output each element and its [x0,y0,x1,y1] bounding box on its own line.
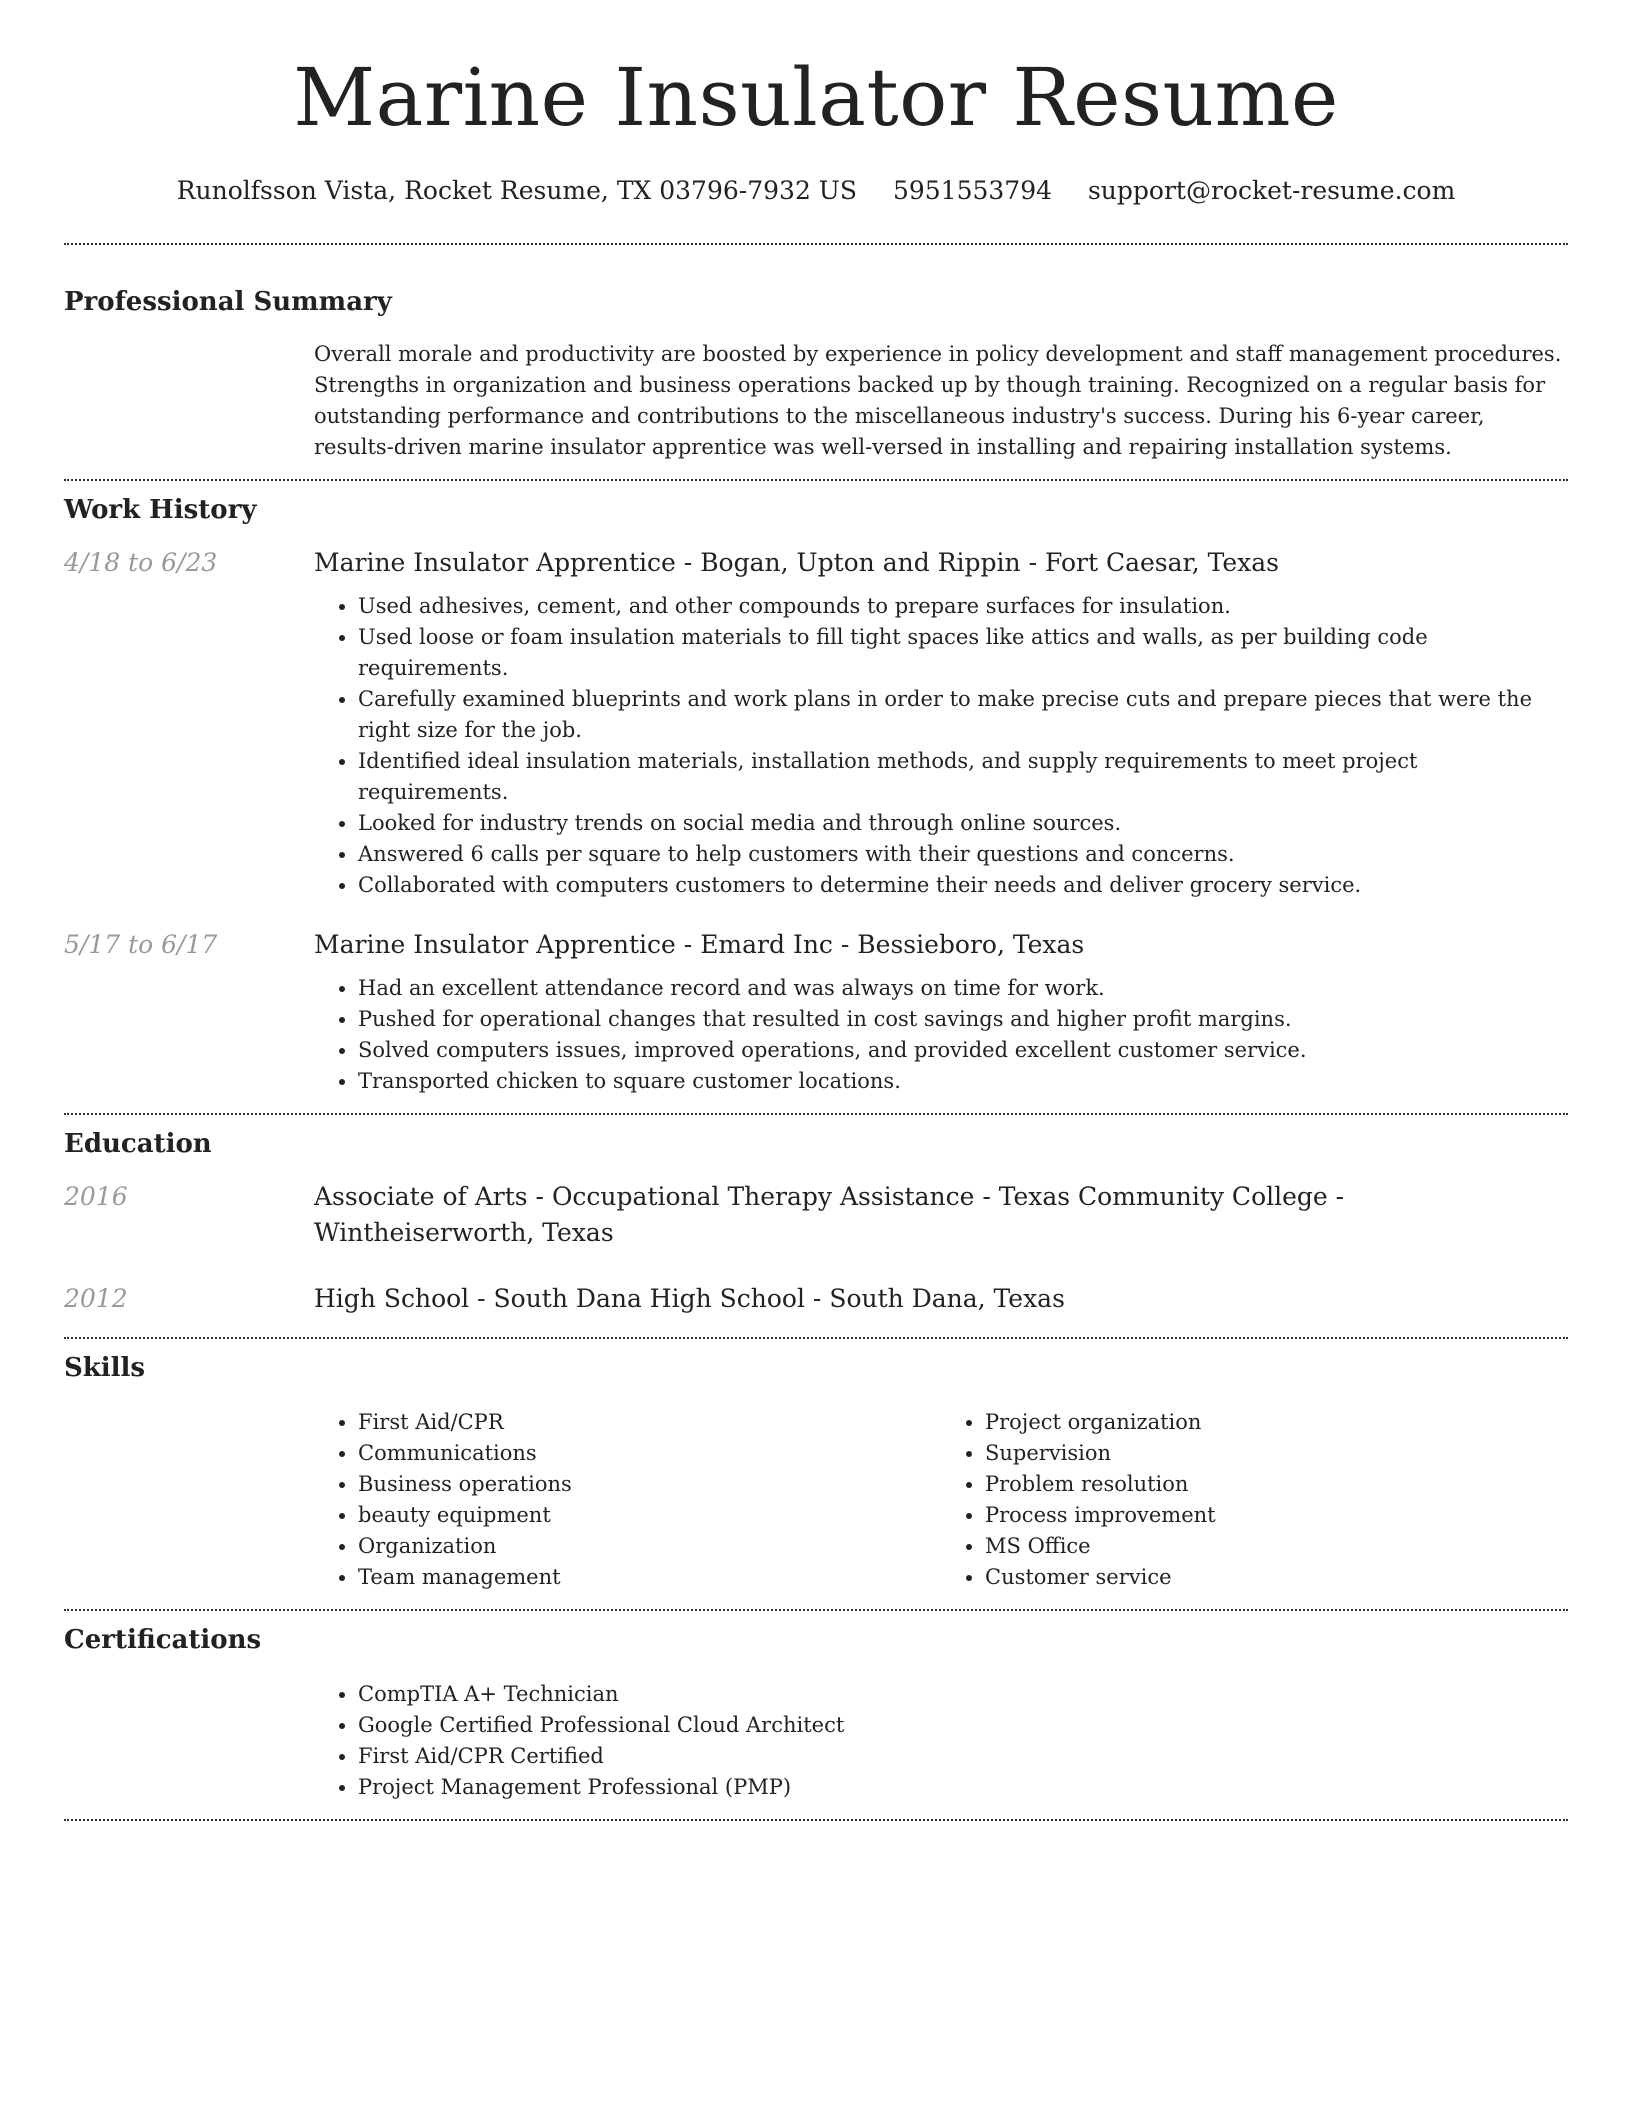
job-entry [64,545,1568,901]
divider [64,1819,1568,1821]
job-dates: 5/17 to 6/17 [64,930,218,959]
list-item: • Carefully examined blueprints and work plans in order to make precise cuts and prepare pieces that were the right size for the job. [358,684,1568,746]
divider [64,243,1568,245]
job-company: Bogan, Upton and Rippin [700,548,1021,577]
list-item: • MS Office [985,1531,1568,1562]
education-degree: Associate of Arts [314,1182,528,1211]
job-title: Marine Insulator Apprentice [314,930,676,959]
list-item: • CompTIA A+ Technician [358,1679,1568,1710]
section-title-certifications: Certifications [64,1625,262,1655]
certifications-list [314,1679,1568,1803]
job-heading: Marine Insulator Apprentice - Bogan, Upton and Rippin - Fort Caesar, Texas [314,548,1279,577]
list-item: • First Aid/CPR [358,1407,941,1438]
list-item: • Customer service [985,1562,1568,1593]
list-item: • Used loose or foam insulation materials to fill tight spaces like attics and walls, as per building code requirements. [358,622,1568,684]
contact-line [64,178,1568,203]
divider [64,1609,1568,1611]
section-title-work-history: Work History [64,495,257,525]
section-title-summary: Professional Summary [64,287,392,317]
education-heading: Associate of Arts - Occupational Therapy Assistance - Texas Community College - Wintheiserworth, Texas [314,1182,1345,1247]
divider [64,479,1568,481]
resume-title: Marine Insulator Resume [293,51,1339,144]
list-item: • Collaborated with computers customers to determine their needs and deliver grocery service. [358,870,1568,901]
education-location: South Dana, Texas [829,1284,1065,1313]
section-title-skills: Skills [64,1353,146,1383]
list-item: • First Aid/CPR Certified [358,1741,1568,1772]
list-item: • Supervision [985,1438,1568,1469]
job-entry [64,927,1568,1097]
list-item: • Process improvement [985,1500,1568,1531]
list-item: • Business operations [358,1469,941,1500]
contact-email: support@rocket-resume.com [1087,176,1456,205]
education-year: 2012 [64,1284,128,1313]
education-location: Wintheiserworth, Texas [314,1218,614,1247]
skills-list-left [314,1407,941,1593]
job-heading: Marine Insulator Apprentice - Emard Inc - Bessieboro, Texas [314,930,1085,959]
contact-phone: 5951553794 [892,176,1053,205]
list-item: • Answered 6 calls per square to help customers with their questions and concerns. [358,839,1568,870]
list-item: • Solved computers issues, improved operations, and provided excellent customer service. [358,1035,1568,1066]
list-item: • Pushed for operational changes that resulted in cost savings and higher profit margins. [358,1004,1568,1035]
list-item: • Team management [358,1562,941,1593]
list-item: • Communications [358,1438,941,1469]
list-item: • Organization [358,1531,941,1562]
list-item: • Used adhesives, cement, and other compounds to prepare surfaces for insulation. [358,591,1568,622]
summary-text: Overall morale and productivity are boosted by experience in policy development and staff management procedures. Strengths in organization and business operations backed up by though training. Recognized on a regular basis for outstanding performance and contributions to the miscellaneous industry's success. During his 6-year career, results-driven marine insulator apprentice was well-versed in installing and repairing installation systems. [314,342,1562,459]
list-item: • Had an excellent attendance record and was always on time for work. [358,973,1568,1004]
section-title-education: Education [64,1129,212,1159]
list-item: • Project Management Professional (PMP) [358,1772,1568,1803]
job-location: Fort Caesar, Texas [1044,548,1279,577]
job-title: Marine Insulator Apprentice [314,548,676,577]
education-year: 2016 [64,1182,128,1211]
job-company: Emard Inc [700,930,833,959]
list-item: • Project organization [985,1407,1568,1438]
skills-list-right [941,1407,1568,1593]
education-field: Occupational Therapy Assistance [551,1182,975,1211]
list-item: • Problem resolution [985,1469,1568,1500]
contact-address: Runolfsson Vista, Rocket Resume, TX 03796-7932 US [176,176,857,205]
education-degree: High School [314,1284,470,1313]
job-bullets [314,973,1568,1097]
list-item: • beauty equipment [358,1500,941,1531]
skills-columns [314,1407,1568,1593]
job-bullets [314,591,1568,901]
job-location: Bessieboro, Texas [857,930,1085,959]
divider [64,1337,1568,1339]
list-item: • Looked for industry trends on social media and through online sources. [358,808,1568,839]
list-item: • Transported chicken to square customer locations. [358,1066,1568,1097]
education-heading: High School - South Dana High School - South Dana, Texas [314,1284,1065,1313]
education-school: South Dana High School [493,1284,805,1313]
list-item: • Google Certified Professional Cloud Architect [358,1710,1568,1741]
list-item: • Identified ideal insulation materials, installation methods, and supply requirements to meet project requirements. [358,746,1568,808]
education-entry [64,1179,1568,1251]
education-school: Texas Community College [998,1182,1328,1211]
education-entry [64,1281,1568,1317]
job-dates: 4/18 to 6/23 [64,548,218,577]
divider [64,1113,1568,1115]
